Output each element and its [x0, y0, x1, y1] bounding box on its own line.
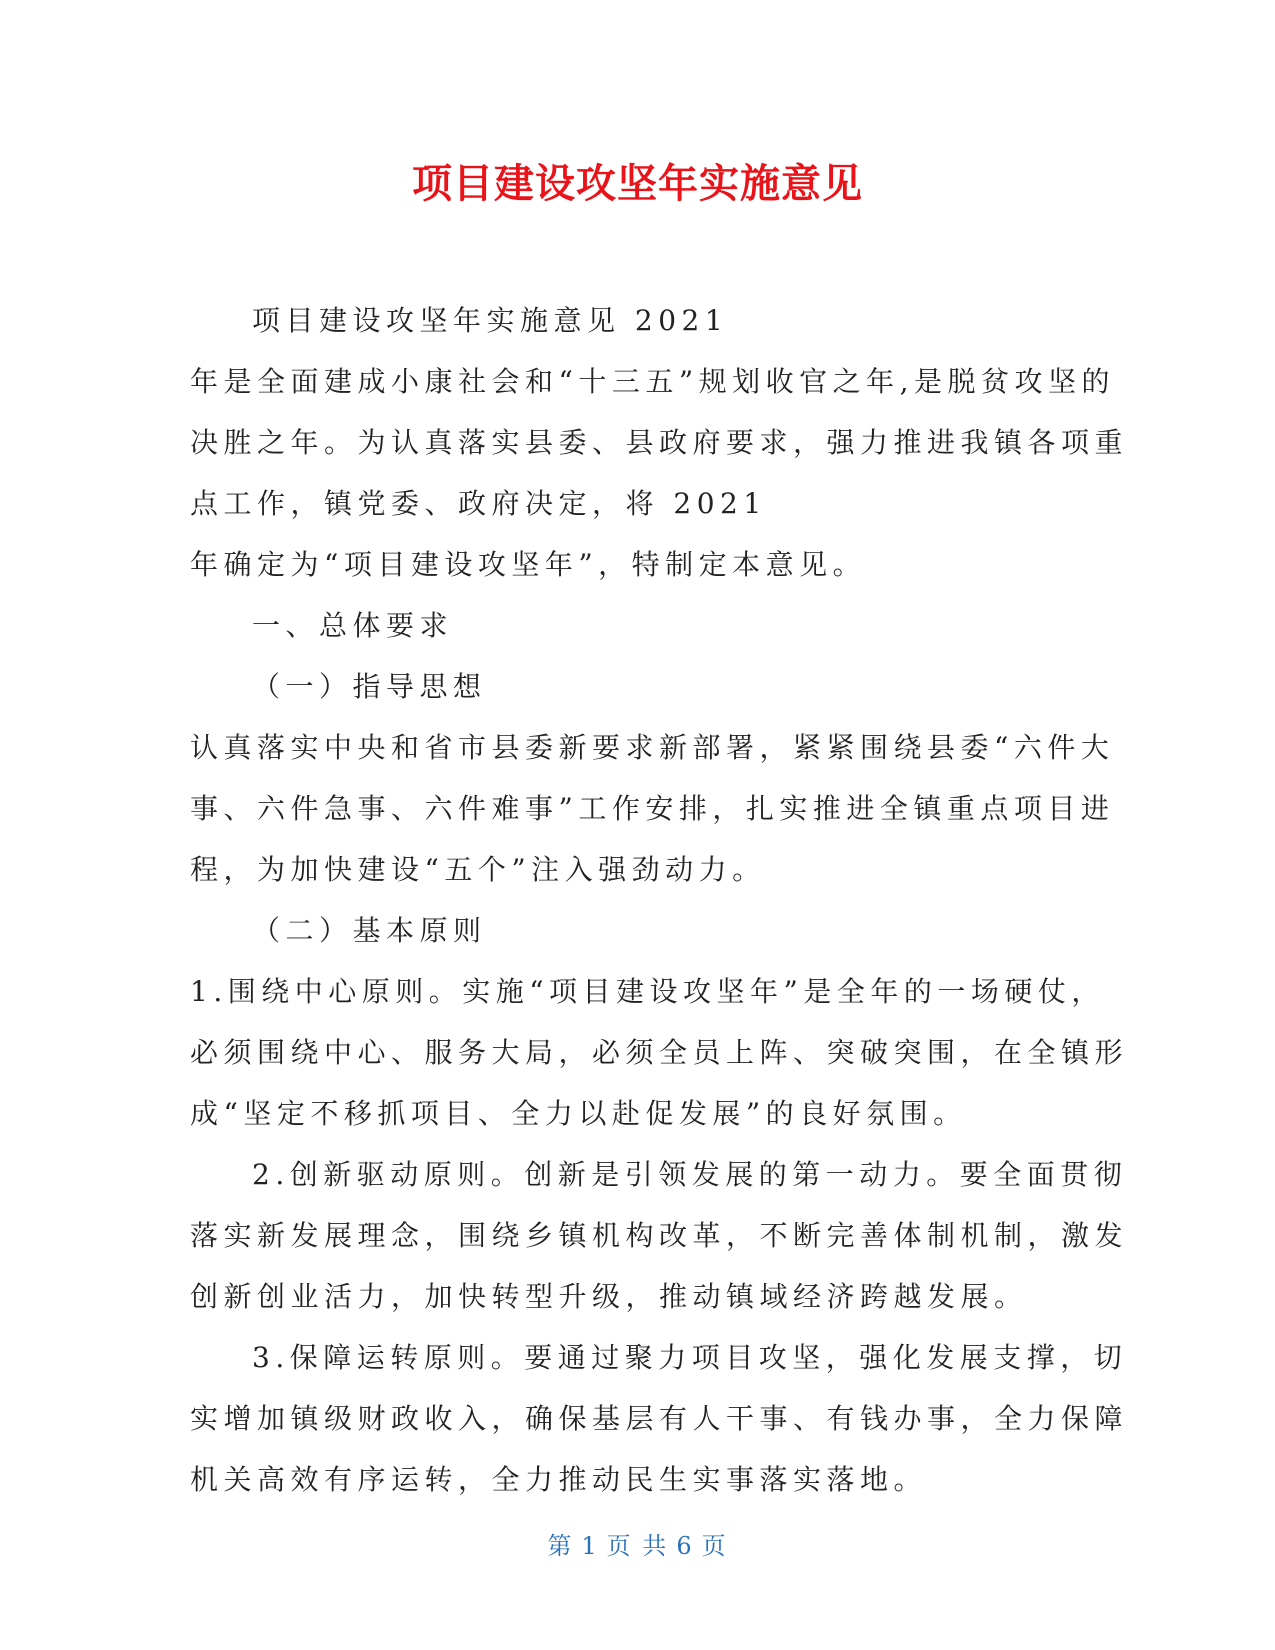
body-line: 项目建设攻坚年实施意见 2021	[252, 304, 729, 337]
body-line: 3.保障运转原则。要通过聚力项目攻坚，强化发展支撑，切	[252, 1341, 1128, 1374]
body-line: 点工作，镇党委、政府决定，将 2021	[190, 487, 767, 520]
body-line: 成“坚定不移抓项目、全力以赴促发展”的良好氛围。	[190, 1097, 967, 1130]
body-line: 年是全面建成小康社会和“十三五”规划收官之年,是脱贫攻坚的	[190, 365, 1116, 398]
body-line: 1.围绕中心原则。实施“项目建设攻坚年”是全年的一场硬仗，	[190, 975, 1105, 1008]
subsection-heading: （一）指导思想	[252, 670, 487, 703]
body-line: 必须围绕中心、服务大局，必须全员上阵、突破突围，在全镇形	[190, 1036, 1129, 1069]
total-page-count: 6	[676, 1532, 694, 1560]
body-line: 创新创业活力，加快转型升级，推动镇域经济跨越发展。	[190, 1280, 1028, 1313]
section-heading: 一、总体要求	[252, 609, 454, 642]
current-page-number: 1	[581, 1532, 599, 1560]
subsection-heading: （二）基本原则	[252, 914, 487, 947]
footer-prefix: 第	[547, 1532, 574, 1560]
footer-middle: 页 共	[606, 1532, 669, 1560]
body-line: 事、六件急事、六件难事”工作安排，扎实推进全镇重点项目进	[190, 792, 1115, 825]
body-line: 实增加镇级财政收入，确保基层有人干事、有钱办事，全力保障	[190, 1402, 1129, 1435]
document-title: 项目建设攻坚年实施意见	[412, 161, 863, 207]
footer-suffix: 页	[701, 1532, 728, 1560]
body-line: 机关高效有序运转，全力推动民生实事落实落地。	[190, 1463, 928, 1496]
body-line: 年确定为“项目建设攻坚年”，特制定本意见。	[190, 548, 867, 581]
body-line: 认真落实中央和省市县委新要求新部署，紧紧围绕县委“六件大	[190, 731, 1115, 764]
body-line: 落实新发展理念，围绕乡镇机构改革，不断完善体制机制，激发	[190, 1219, 1129, 1252]
body-line: 2.创新驱动原则。创新是引领发展的第一动力。要全面贯彻	[252, 1158, 1128, 1191]
body-line: 程，为加快建设“五个”注入强劲动力。	[190, 853, 766, 886]
body-line: 决胜之年。为认真落实县委、县政府要求，强力推进我镇各项重	[190, 426, 1129, 459]
page-footer	[0, 1531, 1275, 1561]
document-body	[190, 290, 1129, 1510]
